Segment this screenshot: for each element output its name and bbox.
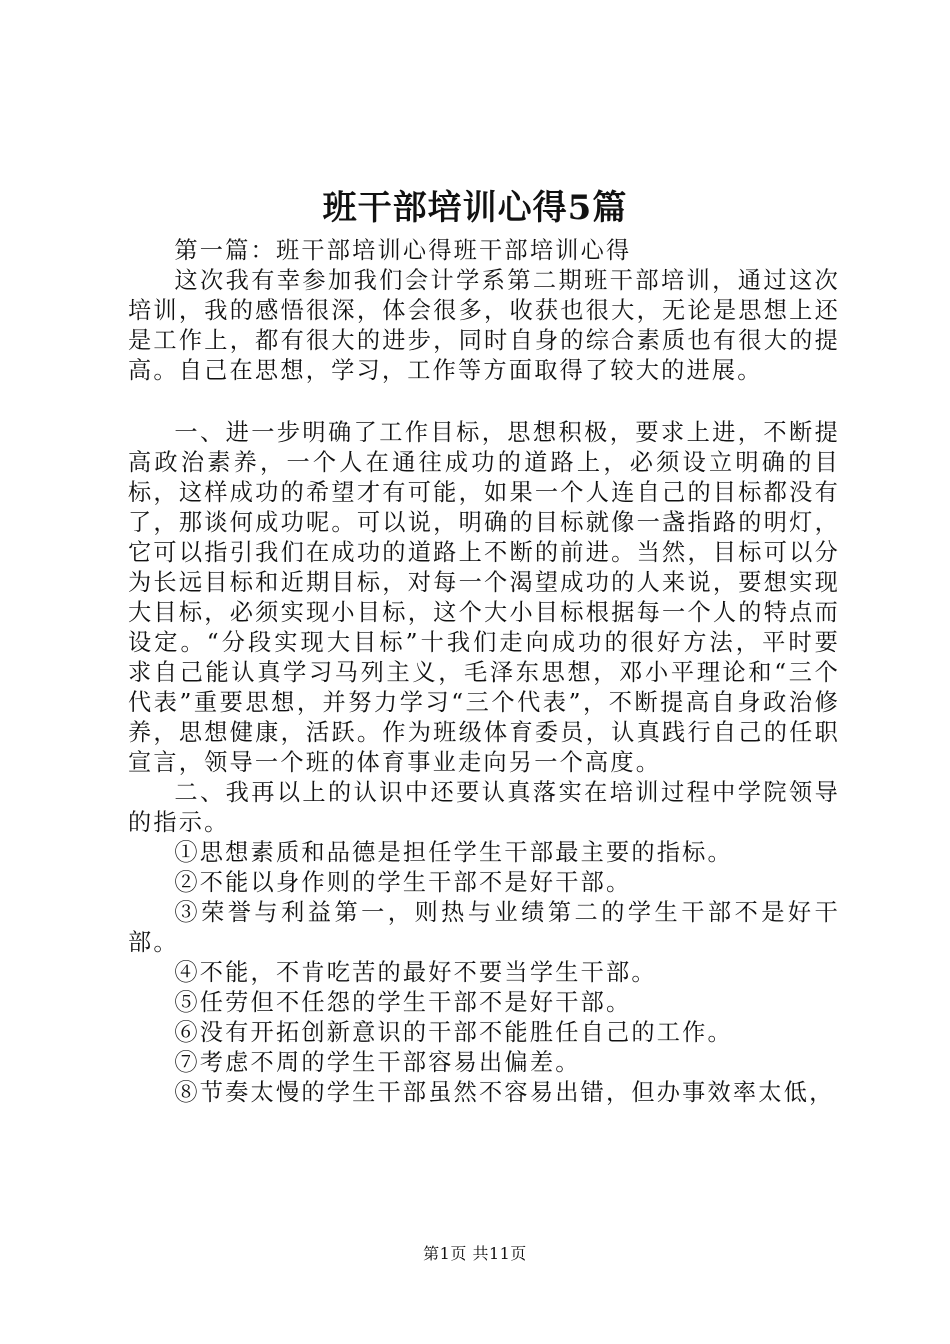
point-one-paragraph: 一、进一步明确了工作目标，思想积极，要求上进，不断提高政治素养，一个人在通往成功的道路上，必须设立明确的目标，这样成功的希望才有可能，如果一个人连自己的目标都没有了，那谈何成功呢。可以说，明确的目标就像一盏指路的明灯，它可以指引我们在成功的道路上不断的前进。当然，目标可以分为长远目标和近期目标，对每一个渴望成功的人来说，要想实现大目标，必须实现小目标，这个大小目标根据每一个人的特点而设定。“分段实现大目标”十我们走向成功的很好方法，平时要求自己能认真学习马列主义，毛泽东思想，邓小平理论和“三个代表”重要思想，并努力学习“三个代表”，不断提高自身政治修养，思想健康，活跃。作为班级体育委员，认真践行自己的任职宣言，领导一个班的体育事业走向另一个高度。 bbox=[128, 419, 840, 776]
list-item: ④不能，不肯吃苦的最好不要当学生干部。 bbox=[174, 959, 657, 986]
list-item: ⑧节奏太慢的学生干部虽然不容易出错，但办事效率太低， bbox=[174, 1079, 835, 1106]
section-heading: 第一篇：班干部培训心得班干部培训心得 bbox=[174, 237, 632, 264]
list-item: ②不能以身作则的学生干部不是好干部。 bbox=[174, 869, 632, 896]
page-footer: 第1页 共11页 bbox=[423, 1244, 527, 1263]
list-item: ⑤任劳但不任怨的学生干部不是好干部。 bbox=[174, 989, 632, 1016]
document-title: 班干部培训心得5篇 bbox=[322, 188, 628, 228]
list-item: ③荣誉与利益第一，则热与业绩第二的学生干部不是好干部。 bbox=[128, 899, 840, 956]
intro-paragraph: 这次我有幸参加我们会计学系第二期班干部培训，通过这次培训，我的感悟很深，体会很多，收获也很大，无论是思想上还是工作上，都有很大的进步，同时自身的综合素质也有很大的提高。自己在思想，学习，工作等方面取得了较大的进展。 bbox=[128, 267, 840, 384]
list-item: ⑦考虑不周的学生干部容易出偏差。 bbox=[174, 1049, 581, 1076]
list-item: ⑥没有开拓创新意识的干部不能胜任自己的工作。 bbox=[174, 1019, 733, 1046]
point-two-paragraph: 二、我再以上的认识中还要认真落实在培训过程中学院领导的指示。 bbox=[128, 779, 840, 836]
document-body bbox=[128, 236, 840, 1108]
list-item: ①思想素质和品德是担任学生干部最主要的指标。 bbox=[174, 839, 733, 866]
